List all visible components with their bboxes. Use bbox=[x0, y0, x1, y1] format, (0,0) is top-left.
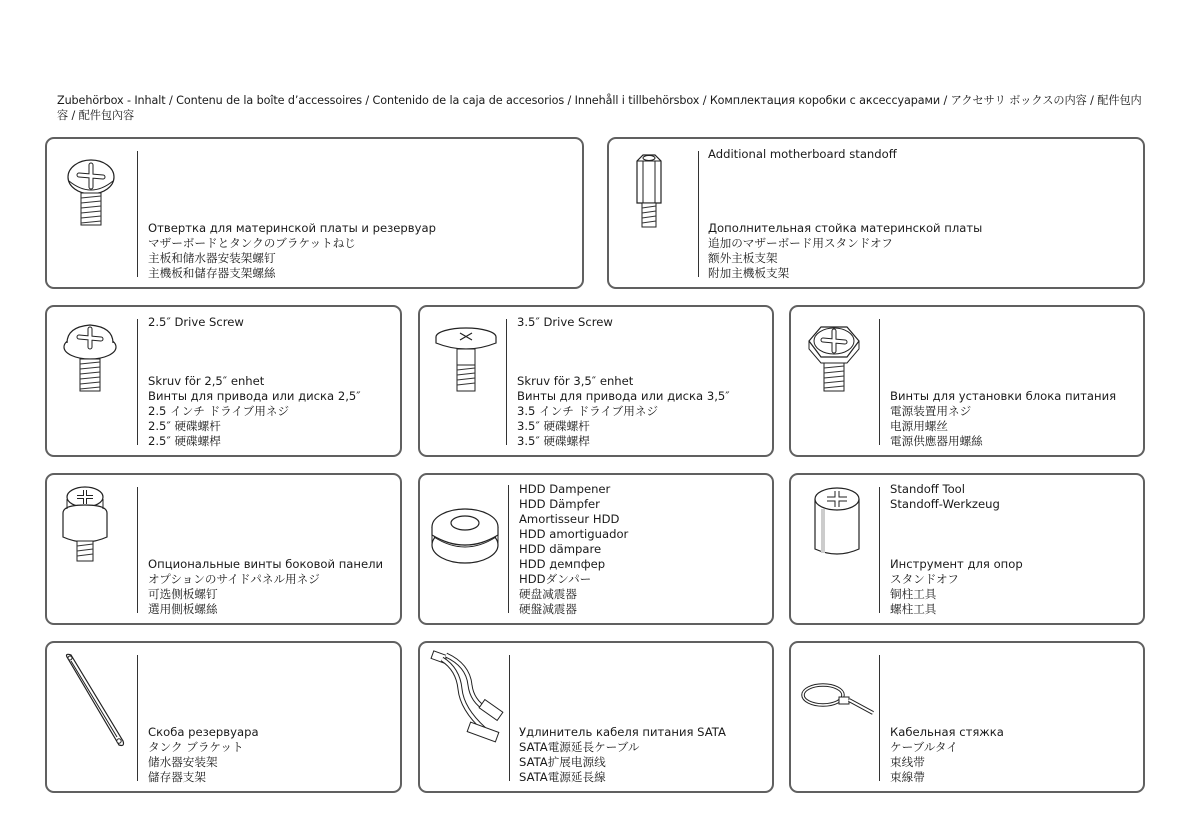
item-line: 3.5 インチ ドライブ用ネジ bbox=[517, 404, 659, 418]
item-line: Винты для установки блока питания bbox=[890, 389, 1117, 403]
item-line: 附加主機板支架 bbox=[708, 266, 790, 280]
item-line: Инструмент для опор bbox=[890, 557, 1023, 571]
item-line: 3.5″ 硬碟螺杆 bbox=[517, 419, 590, 433]
item-title-secondary: Standoff-Werkzeug bbox=[890, 497, 1000, 511]
item-line: 2.5″ 硬碟螺杆 bbox=[148, 419, 221, 433]
item-title: 3.5″ Drive Screw bbox=[517, 315, 613, 329]
item-line: 主板和储水器安装架螺钉 bbox=[148, 251, 276, 265]
item-line: 2.5 インチ ドライブ用ネジ bbox=[148, 404, 290, 418]
contents-heading: Zubehörbox - Inhalt / Contenu de la boîte d’accessoires / Contenido de la caja de accesorios / Innehåll i tillbehörsbox / Комплектация коробки с аксессуарами / アクセサリ ボックスの内容 / 配件包内容 / 配件包內容 bbox=[57, 94, 1142, 122]
cable-tie-icon bbox=[797, 677, 877, 725]
item-line: 束线带 bbox=[890, 755, 925, 769]
item-line: Удлинитель кабеля питания SATA bbox=[519, 725, 726, 739]
item-line: Skruv för 2,5″ enhet bbox=[148, 374, 265, 388]
item-card-standoff-tool bbox=[789, 473, 1145, 625]
drive-screw-35-icon bbox=[432, 321, 502, 403]
item-line: Кабельная стяжка bbox=[890, 725, 1004, 739]
item-line: HDD демпфер bbox=[519, 557, 606, 571]
item-line: 電源装置用ネジ bbox=[890, 404, 972, 418]
item-line: 额外主板支架 bbox=[708, 251, 778, 265]
item-line: Винты для привода или диска 3,5″ bbox=[517, 389, 730, 403]
item-line: 追加のマザーボード用スタンドオフ bbox=[708, 236, 893, 250]
item-line: 選用側板螺絲 bbox=[148, 602, 218, 616]
item-card-drive-screw-25 bbox=[45, 305, 402, 457]
item-line: Отвертка для материнской платы и резервуар bbox=[148, 221, 436, 235]
hdd-dampener-icon bbox=[428, 505, 502, 573]
item-card-reservoir-bracket bbox=[45, 641, 402, 793]
item-line: Опциональные винты боковой панели bbox=[148, 557, 384, 571]
item-line: SATA扩展电源线 bbox=[519, 755, 606, 769]
side-panel-screw-icon bbox=[57, 483, 113, 571]
item-line: Винты для привода или диска 2,5″ bbox=[148, 389, 361, 403]
item-line: 电源用螺丝 bbox=[890, 419, 948, 433]
item-line: 2.5″ 硬碟螺桿 bbox=[148, 434, 221, 448]
reservoir-bracket-icon bbox=[61, 651, 131, 755]
motherboard-screw-icon bbox=[61, 153, 123, 237]
item-title: 2.5″ Drive Screw bbox=[148, 315, 244, 329]
item-line: マザーボードとタンクのブラケットねじ bbox=[148, 236, 356, 250]
item-card-standoff bbox=[607, 137, 1145, 289]
item-line: 硬盘减震器 bbox=[519, 587, 577, 601]
sata-cable-icon bbox=[428, 649, 508, 753]
item-line: タンク ブラケット bbox=[148, 740, 244, 754]
item-card-drive-screw-35 bbox=[418, 305, 774, 457]
item-card-sata-cable bbox=[418, 641, 774, 793]
item-line: 3.5″ 硬碟螺桿 bbox=[517, 434, 590, 448]
item-title: Standoff Tool bbox=[890, 482, 966, 496]
item-line: HDD amortiguador bbox=[519, 527, 629, 541]
item-line: 螺柱工具 bbox=[890, 602, 937, 616]
item-line: HDD Dampener bbox=[519, 482, 611, 496]
item-line: Скоба резервуара bbox=[148, 725, 259, 739]
item-line: 储水器安装架 bbox=[148, 755, 218, 769]
item-card-hdd-dampener bbox=[418, 473, 774, 625]
item-line: HDDダンパー bbox=[519, 572, 592, 586]
item-line: SATA電源延長ケーブル bbox=[519, 740, 640, 754]
item-line: Дополнительная стойка материнской платы bbox=[708, 221, 983, 235]
item-line: オプションのサイドパネル用ネジ bbox=[148, 572, 320, 586]
item-line: スタンドオフ bbox=[890, 572, 959, 586]
item-card-psu-screw bbox=[789, 305, 1145, 457]
item-line: SATA電源延長線 bbox=[519, 770, 606, 784]
item-line: 硬盤減震器 bbox=[519, 602, 577, 616]
standoff-icon bbox=[629, 151, 669, 243]
item-line: ケーブルタイ bbox=[890, 740, 958, 754]
item-line: 電源供應器用螺絲 bbox=[890, 434, 983, 448]
item-card-motherboard-screw bbox=[45, 137, 584, 289]
item-card-side-panel-screw bbox=[45, 473, 402, 625]
item-line: 主機板和儲存器支架螺絲 bbox=[148, 266, 276, 280]
item-line: 铜柱工具 bbox=[890, 587, 937, 601]
item-line: 可选侧板螺钉 bbox=[148, 587, 218, 601]
item-line: HDD dämpare bbox=[519, 542, 602, 556]
standoff-tool-icon bbox=[809, 483, 865, 567]
item-card-cable-tie bbox=[789, 641, 1145, 793]
item-line: 儲存器支架 bbox=[148, 770, 206, 784]
item-line: 束線帶 bbox=[890, 770, 925, 784]
item-line: Skruv för 3,5″ enhet bbox=[517, 374, 634, 388]
psu-screw-icon bbox=[801, 319, 867, 403]
drive-screw-25-icon bbox=[59, 319, 121, 403]
item-title: Additional motherboard standoff bbox=[708, 147, 897, 161]
item-line: Amortisseur HDD bbox=[519, 512, 620, 526]
item-line: HDD Dämpfer bbox=[519, 497, 600, 511]
